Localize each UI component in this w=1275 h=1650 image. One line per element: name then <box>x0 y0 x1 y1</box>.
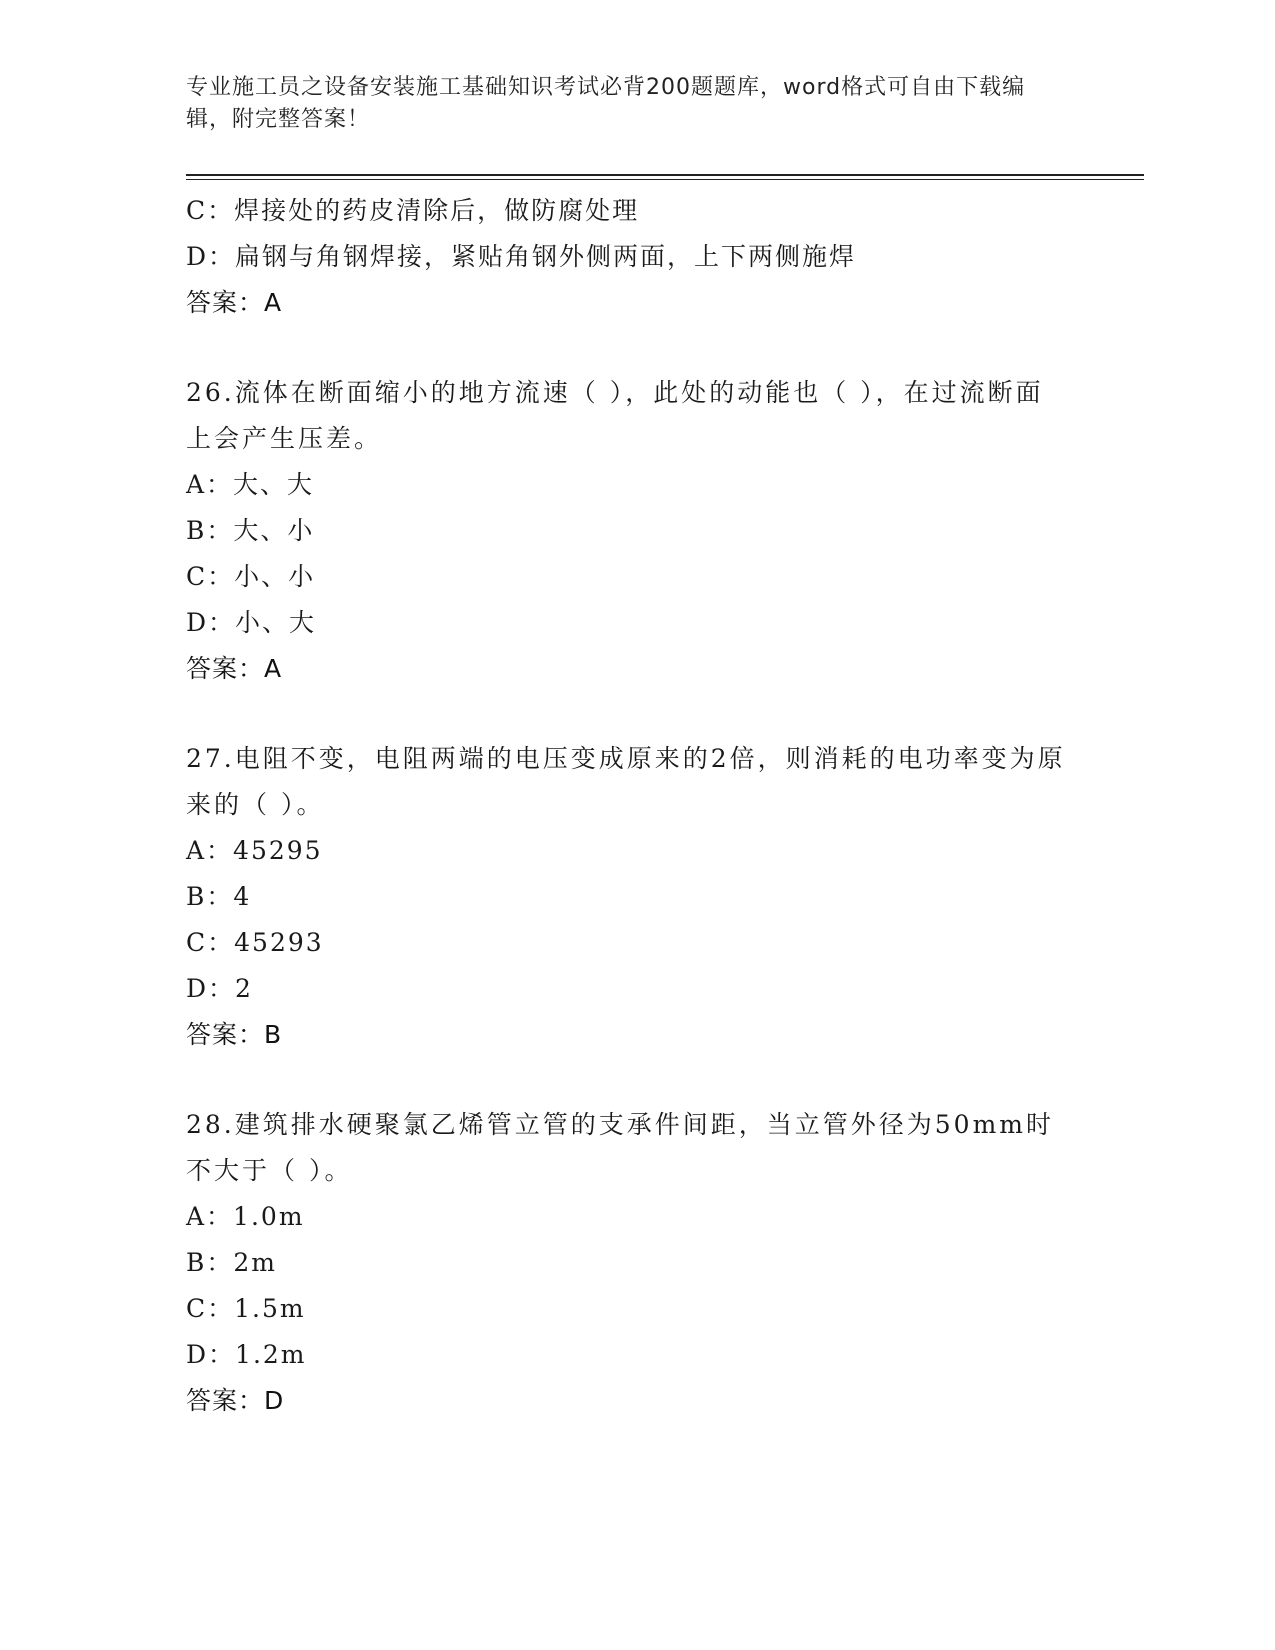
option-c: C：1.5m <box>186 1294 306 1323</box>
question-stem: 28.建筑排水硬聚氯乙烯管立管的支承件间距，当立管外径为50mm时不大于（ ）。 <box>186 1110 1054 1185</box>
spacer <box>186 326 1086 370</box>
document-header: 专业施工员之设备安装施工基础知识考试必背200题题库，word格式可自由下载编辑，附完整答案！ <box>186 75 1026 132</box>
spacer <box>186 692 1086 736</box>
question-list <box>186 188 1086 1424</box>
option-a: A：大、大 <box>186 470 315 499</box>
option-a: A：1.0m <box>186 1202 305 1231</box>
header-divider <box>186 174 1144 180</box>
option-b: B：4 <box>186 882 252 911</box>
question-stem: 27.电阻不变，电阻两端的电压变成原来的2倍，则消耗的电功率变为原来的（ ）。 <box>186 744 1066 819</box>
option-d: D：小、大 <box>186 608 317 637</box>
question-stem: 26.流体在断面缩小的地方流速（ ），此处的动能也（ ），在过流断面上会产生压差。 <box>186 378 1044 453</box>
answer-line: 答案：A <box>186 288 283 317</box>
question-27 <box>186 736 1086 1058</box>
question-continuation <box>186 188 1086 326</box>
question-26 <box>186 370 1086 692</box>
option-d: D：扁钢与角钢焊接，紧贴角钢外侧两面，上下两侧施焊 <box>186 242 857 271</box>
answer-line: 答案：A <box>186 654 283 683</box>
option-c: C：45293 <box>186 928 324 957</box>
option-a: A：45295 <box>186 836 323 865</box>
question-28 <box>186 1102 1086 1424</box>
answer-line: 答案：B <box>186 1020 283 1049</box>
option-d: D：1.2m <box>186 1340 307 1369</box>
option-c: C：焊接处的药皮清除后，做防腐处理 <box>186 196 640 225</box>
option-b: B：大、小 <box>186 516 315 545</box>
spacer <box>186 1058 1086 1102</box>
answer-line: 答案：D <box>186 1386 285 1415</box>
option-b: B：2m <box>186 1248 277 1277</box>
option-c: C：小、小 <box>186 562 316 591</box>
option-d: D：2 <box>186 974 253 1003</box>
